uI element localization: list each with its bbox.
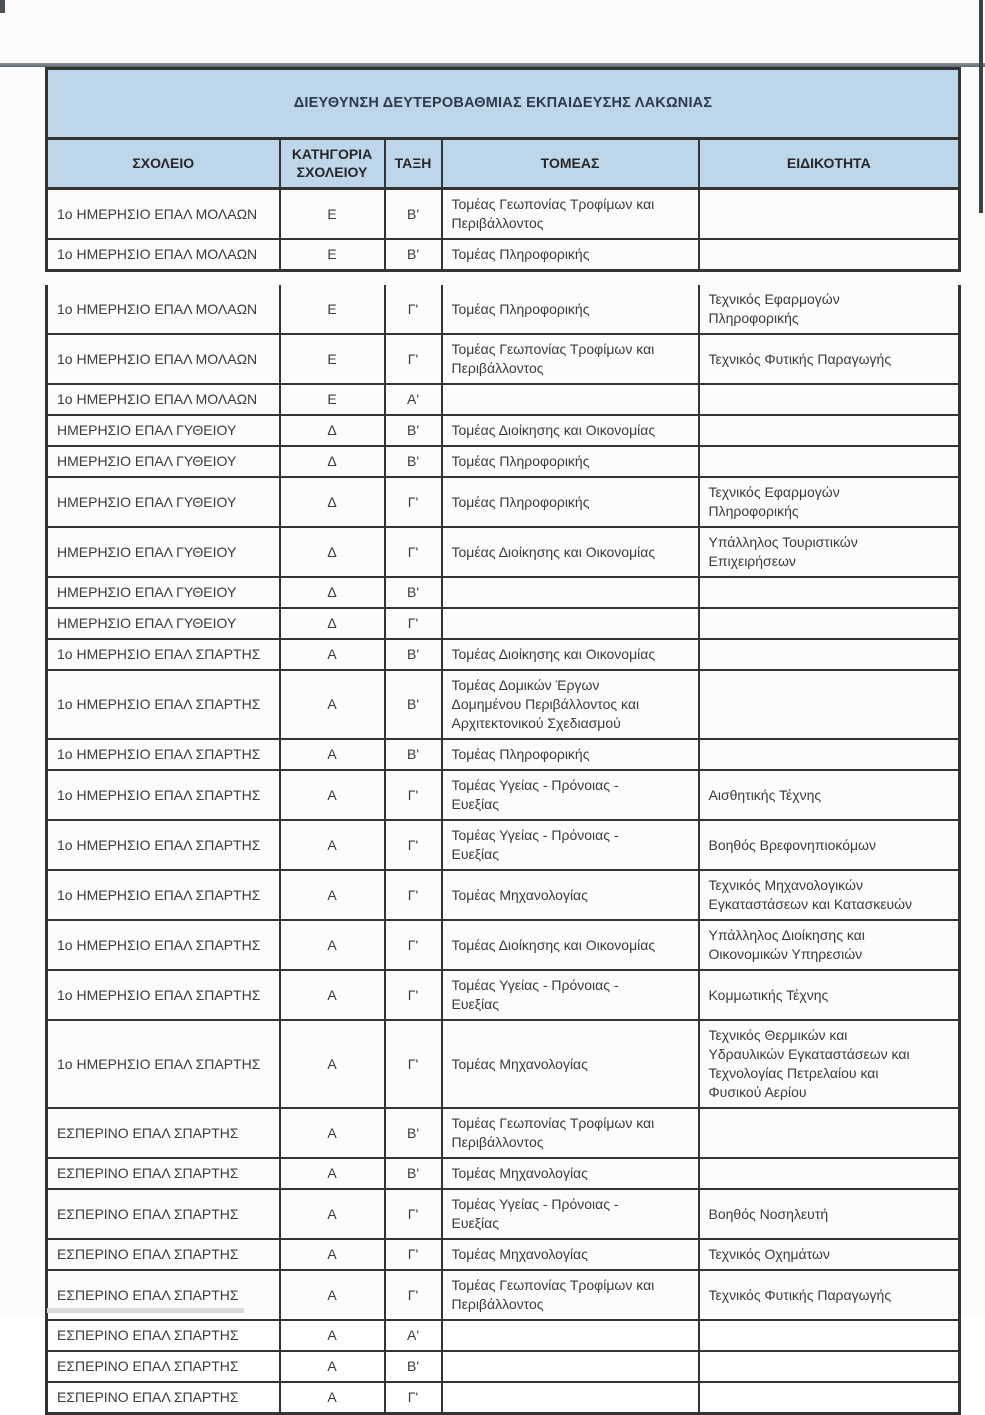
- cell-category: Ε: [280, 189, 385, 240]
- cell-school: ΗΜΕΡΗΣΙΟ ΕΠΑΛ ΓΥΘΕΙΟΥ: [47, 477, 280, 527]
- cell-sector: Τομέας Πληροφορικής: [442, 739, 699, 770]
- cell-class: Γ': [385, 1020, 442, 1108]
- cell-school: ΗΜΕΡΗΣΙΟ ΕΠΑΛ ΓΥΘΕΙΟΥ: [47, 446, 280, 477]
- cell-sector: Τομέας Δομικών Έργων Δομημένου Περιβάλλοντος και Αρχιτεκτονικού Σχεδιασμού: [442, 670, 699, 739]
- cell-school: 1ο ΗΜΕΡΗΣΙΟ ΕΠΑΛ ΣΠΑΡΤΗΣ: [47, 920, 280, 970]
- cell-category: Α: [280, 670, 385, 739]
- table-row: [47, 608, 960, 639]
- cell-class: Γ': [385, 1382, 442, 1414]
- cell-sector: Τομέας Μηχανολογίας: [442, 1158, 699, 1189]
- table-row: [47, 384, 960, 415]
- cell-sector: Τομέας Γεωπονίας Τροφίμων και Περιβάλλοντος: [442, 1108, 699, 1158]
- cell-school: ΕΣΠΕΡΙΝΟ ΕΠΑΛ ΣΠΑΡΤΗΣ: [47, 1158, 280, 1189]
- cell-specialty: Τεχνικός Φυτικής Παραγωγής: [699, 334, 960, 384]
- cell-specialty: [699, 577, 960, 608]
- table-row: [47, 477, 960, 527]
- cell-category: Α: [280, 1239, 385, 1270]
- cell-sector: [442, 1351, 699, 1382]
- cell-class: Β': [385, 1351, 442, 1382]
- cell-category: Δ: [280, 446, 385, 477]
- column-header-class: ΤΑΞΗ: [385, 139, 442, 189]
- schools-table-wrap: [45, 67, 958, 1415]
- cell-specialty: Κομμωτικής Τέχνης: [699, 970, 960, 1020]
- table-row: [47, 1020, 960, 1108]
- cell-class: Β': [385, 670, 442, 739]
- cell-class: Β': [385, 189, 442, 240]
- cell-sector: Τομέας Πληροφορικής: [442, 477, 699, 527]
- cell-school: ΕΣΠΕΡΙΝΟ ΕΠΑΛ ΣΠΑΡΤΗΣ: [47, 1239, 280, 1270]
- cell-specialty: Υπάλληλος Διοίκησης και Οικονομικών Υπηρεσιών: [699, 920, 960, 970]
- cell-sector: Τομέας Υγείας - Πρόνοιας - Ευεξίας: [442, 820, 699, 870]
- cell-category: Α: [280, 1189, 385, 1239]
- table-row: [47, 446, 960, 477]
- cell-sector: Τομέας Πληροφορικής: [442, 239, 699, 271]
- cell-sector: [442, 1320, 699, 1351]
- cell-school: 1ο ΗΜΕΡΗΣΙΟ ΕΠΑΛ ΜΟΛΑΩΝ: [47, 239, 280, 271]
- cell-sector: [442, 577, 699, 608]
- schools-table-part-1: [45, 67, 961, 272]
- cell-specialty: Αισθητικής Τέχνης: [699, 770, 960, 820]
- cell-sector: Τομέας Πληροφορικής: [442, 446, 699, 477]
- cell-specialty: [699, 639, 960, 670]
- table-row: [47, 239, 960, 271]
- cell-school: 1ο ΗΜΕΡΗΣΙΟ ΕΠΑΛ ΣΠΑΡΤΗΣ: [47, 739, 280, 770]
- cell-class: Β': [385, 415, 442, 446]
- cell-school: ΕΣΠΕΡΙΝΟ ΕΠΑΛ ΣΠΑΡΤΗΣ: [47, 1320, 280, 1351]
- title-row: [47, 69, 960, 139]
- cell-category: Α: [280, 1270, 385, 1320]
- cell-school: 1ο ΗΜΕΡΗΣΙΟ ΕΠΑΛ ΣΠΑΡΤΗΣ: [47, 770, 280, 820]
- cell-school: 1ο ΗΜΕΡΗΣΙΟ ΕΠΑΛ ΜΟΛΑΩΝ: [47, 384, 280, 415]
- cell-category: Α: [280, 820, 385, 870]
- header-row: [47, 139, 960, 189]
- cell-school: 1ο ΗΜΕΡΗΣΙΟ ΕΠΑΛ ΣΠΑΡΤΗΣ: [47, 639, 280, 670]
- cell-school: 1ο ΗΜΕΡΗΣΙΟ ΕΠΑΛ ΣΠΑΡΤΗΣ: [47, 970, 280, 1020]
- cell-class: Γ': [385, 870, 442, 920]
- cell-sector: Τομέας Γεωπονίας Τροφίμων και Περιβάλλοντος: [442, 334, 699, 384]
- cell-category: Δ: [280, 577, 385, 608]
- cell-sector: [442, 384, 699, 415]
- table-row: [47, 527, 960, 577]
- cell-specialty: Τεχνικός Θερμικών και Υδραυλικών Εγκαταστάσεων και Τεχνολογίας Πετρελαίου και Φυσικού Αερίου: [699, 1020, 960, 1108]
- cell-class: Γ': [385, 920, 442, 970]
- cell-sector: Τομέας Γεωπονίας Τροφίμων και Περιβάλλοντος: [442, 1270, 699, 1320]
- cell-specialty: Τεχνικός Μηχανολογικών Εγκαταστάσεων και Κατασκευών: [699, 870, 960, 920]
- table-row: [47, 770, 960, 820]
- cell-category: Ε: [280, 285, 385, 334]
- cell-specialty: Υπάλληλος Τουριστικών Επιχειρήσεων: [699, 527, 960, 577]
- cell-sector: Τομέας Διοίκησης και Οικονομίας: [442, 527, 699, 577]
- cell-school: 1ο ΗΜΕΡΗΣΙΟ ΕΠΑΛ ΣΠΑΡΤΗΣ: [47, 1020, 280, 1108]
- cell-sector: [442, 1382, 699, 1414]
- cell-specialty: [699, 446, 960, 477]
- cell-class: Γ': [385, 1270, 442, 1320]
- cell-category: Α: [280, 920, 385, 970]
- cell-category: Α: [280, 739, 385, 770]
- table-row: [47, 1382, 960, 1414]
- cell-category: Α: [280, 639, 385, 670]
- cell-class: Α': [385, 1320, 442, 1351]
- cell-class: Γ': [385, 285, 442, 334]
- table-row: [47, 415, 960, 446]
- table-row: [47, 920, 960, 970]
- cell-school: ΗΜΕΡΗΣΙΟ ΕΠΑΛ ΓΥΘΕΙΟΥ: [47, 527, 280, 577]
- cell-school: 1ο ΗΜΕΡΗΣΙΟ ΕΠΑΛ ΜΟΛΑΩΝ: [47, 189, 280, 240]
- column-header-school: ΣΧΟΛΕΙΟ: [47, 139, 280, 189]
- table-row: [47, 1108, 960, 1158]
- table-row: [47, 1351, 960, 1382]
- cell-category: Δ: [280, 608, 385, 639]
- table-row: [47, 670, 960, 739]
- cell-class: Γ': [385, 1189, 442, 1239]
- cell-sector: [442, 608, 699, 639]
- cell-category: Α: [280, 1108, 385, 1158]
- cell-school: 1ο ΗΜΕΡΗΣΙΟ ΕΠΑΛ ΣΠΑΡΤΗΣ: [47, 820, 280, 870]
- cell-school: 1ο ΗΜΕΡΗΣΙΟ ΕΠΑΛ ΣΠΑΡΤΗΣ: [47, 870, 280, 920]
- table-row: [47, 189, 960, 240]
- cell-school: ΗΜΕΡΗΣΙΟ ΕΠΑΛ ΓΥΘΕΙΟΥ: [47, 608, 280, 639]
- table-row: [47, 1189, 960, 1239]
- cell-sector: Τομέας Υγείας - Πρόνοιας - Ευεξίας: [442, 1189, 699, 1239]
- cell-school: ΕΣΠΕΡΙΝΟ ΕΠΑΛ ΣΠΑΡΤΗΣ: [47, 1351, 280, 1382]
- cell-sector: Τομέας Διοίκησης και Οικονομίας: [442, 415, 699, 446]
- cell-specialty: [699, 1351, 960, 1382]
- cell-sector: Τομέας Μηχανολογίας: [442, 870, 699, 920]
- cell-category: Α: [280, 770, 385, 820]
- cell-specialty: [699, 1382, 960, 1414]
- cell-specialty: Τεχνικός Φυτικής Παραγωγής: [699, 1270, 960, 1320]
- cell-class: Β': [385, 739, 442, 770]
- cell-category: Δ: [280, 527, 385, 577]
- cell-specialty: [699, 415, 960, 446]
- cell-class: Β': [385, 239, 442, 271]
- table-row: [47, 1239, 960, 1270]
- cell-category: Α: [280, 870, 385, 920]
- cell-category: Α: [280, 1020, 385, 1108]
- cell-specialty: [699, 1158, 960, 1189]
- column-header-sector: ΤΟΜΕΑΣ: [442, 139, 699, 189]
- table-row: [47, 1320, 960, 1351]
- cell-school: 1ο ΗΜΕΡΗΣΙΟ ΕΠΑΛ ΣΠΑΡΤΗΣ: [47, 670, 280, 739]
- cell-class: Γ': [385, 608, 442, 639]
- cell-sector: Τομέας Υγείας - Πρόνοιας - Ευεξίας: [442, 770, 699, 820]
- cell-sector: Τομέας Μηχανολογίας: [442, 1239, 699, 1270]
- table-row: [47, 334, 960, 384]
- cell-specialty: [699, 1108, 960, 1158]
- cell-specialty: Τεχνικός Εφαρμογών Πληροφορικής: [699, 477, 960, 527]
- cell-sector: Τομέας Πληροφορικής: [442, 285, 699, 334]
- cell-sector: Τομέας Διοίκησης και Οικονομίας: [442, 639, 699, 670]
- cell-school: ΕΣΠΕΡΙΝΟ ΕΠΑΛ ΣΠΑΡΤΗΣ: [47, 1382, 280, 1414]
- column-header-category: ΚΑΤΗΓΟΡΙΑ ΣΧΟΛΕΙΟΥ: [280, 139, 385, 189]
- schools-table-part-2: [45, 285, 961, 1415]
- cell-school: ΕΣΠΕΡΙΝΟ ΕΠΑΛ ΣΠΑΡΤΗΣ: [47, 1108, 280, 1158]
- cell-specialty: Βοηθός Νοσηλευτή: [699, 1189, 960, 1239]
- cell-school: 1ο ΗΜΕΡΗΣΙΟ ΕΠΑΛ ΜΟΛΑΩΝ: [47, 334, 280, 384]
- cell-class: Α': [385, 384, 442, 415]
- cell-category: Δ: [280, 477, 385, 527]
- cell-category: Ε: [280, 334, 385, 384]
- cell-class: Γ': [385, 1239, 442, 1270]
- cell-category: Α: [280, 1158, 385, 1189]
- screen-edge-line: [979, 0, 983, 213]
- cell-sector: Τομέας Γεωπονίας Τροφίμων και Περιβάλλοντος: [442, 189, 699, 240]
- cell-class: Β': [385, 1158, 442, 1189]
- cell-specialty: [699, 189, 960, 240]
- cell-specialty: [699, 384, 960, 415]
- cell-school: ΗΜΕΡΗΣΙΟ ΕΠΑΛ ΓΥΘΕΙΟΥ: [47, 415, 280, 446]
- cell-school: ΕΣΠΕΡΙΝΟ ΕΠΑΛ ΣΠΑΡΤΗΣ: [47, 1270, 280, 1320]
- table-row: [47, 1158, 960, 1189]
- cell-specialty: [699, 239, 960, 271]
- table-row: [47, 970, 960, 1020]
- table-row: [47, 870, 960, 920]
- table-row: [47, 577, 960, 608]
- cell-class: Γ': [385, 970, 442, 1020]
- next-page-fragment: [47, 1308, 244, 1313]
- cell-class: Γ': [385, 527, 442, 577]
- cell-sector: Τομέας Υγείας - Πρόνοιας - Ευεξίας: [442, 970, 699, 1020]
- cell-class: Γ': [385, 334, 442, 384]
- table-row: [47, 820, 960, 870]
- cell-category: Α: [280, 970, 385, 1020]
- cell-specialty: [699, 739, 960, 770]
- cell-school: ΕΣΠΕΡΙΝΟ ΕΠΑΛ ΣΠΑΡΤΗΣ: [47, 1189, 280, 1239]
- column-header-specialty: ΕΙΔΙΚΟΤΗΤΑ: [699, 139, 960, 189]
- cell-sector: Τομέας Μηχανολογίας: [442, 1020, 699, 1108]
- cell-category: Α: [280, 1382, 385, 1414]
- cell-category: Α: [280, 1320, 385, 1351]
- cell-specialty: [699, 1320, 960, 1351]
- cell-specialty: Βοηθός Βρεφονηπιοκόμων: [699, 820, 960, 870]
- cell-category: Ε: [280, 239, 385, 271]
- cell-specialty: [699, 670, 960, 739]
- table-row: [47, 639, 960, 670]
- table-title: ΔΙΕΥΘΥΝΣΗ ΔΕΥΤΕΡΟΒΑΘΜΙΑΣ ΕΚΠΑΙΔΕΥΣΗΣ ΛΑΚΩΝΙΑΣ: [47, 69, 960, 139]
- cell-class: Γ': [385, 820, 442, 870]
- cell-category: Ε: [280, 384, 385, 415]
- cell-specialty: [699, 608, 960, 639]
- cell-school: ΗΜΕΡΗΣΙΟ ΕΠΑΛ ΓΥΘΕΙΟΥ: [47, 577, 280, 608]
- cell-specialty: Τεχνικός Εφαρμογών Πληροφορικής: [699, 285, 960, 334]
- cell-sector: Τομέας Διοίκησης και Οικονομίας: [442, 920, 699, 970]
- cell-school: 1ο ΗΜΕΡΗΣΙΟ ΕΠΑΛ ΜΟΛΑΩΝ: [47, 285, 280, 334]
- cell-class: Γ': [385, 770, 442, 820]
- cell-specialty: Τεχνικός Οχημάτων: [699, 1239, 960, 1270]
- table-row: [47, 285, 960, 334]
- cell-class: Β': [385, 446, 442, 477]
- cell-class: Γ': [385, 477, 442, 527]
- cell-class: Β': [385, 639, 442, 670]
- cell-category: Α: [280, 1351, 385, 1382]
- cell-category: Δ: [280, 415, 385, 446]
- table-row: [47, 739, 960, 770]
- cell-class: Β': [385, 577, 442, 608]
- page-corner-mark: [0, 0, 5, 13]
- cell-class: Β': [385, 1108, 442, 1158]
